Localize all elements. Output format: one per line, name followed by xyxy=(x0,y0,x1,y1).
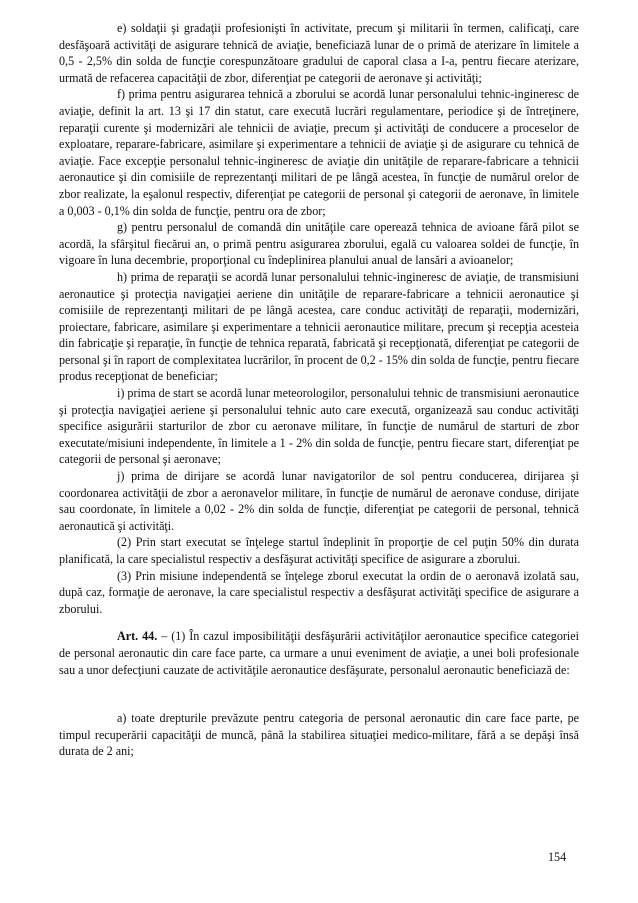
paragraph-g: g) pentru personalul de comandă din unităţile care operează tehnica de avioane fără pilot se acordă, la sfârşitul fiecărui an, o primă pentru asigurarea zborului, egală cu valoarea soldei de funcţie, în vigoare în luna decembrie, proporţional cu îndeplinirea planului anual de lansări a avioanelor; xyxy=(59,220,579,268)
paragraph-h: h) prima de reparaţii se acordă lunar personalului tehnic-ingineresc de aviaţie, de transmisiuni aeronautice şi protecţia navigaţiei aeriene din unităţile de reparare-fabricare a tehnicii aeronautice şi comisiile de reprezentanţi militari de pe lângă acestea, care conduc activităţi de reparaţii, modernizări, proiectare, fabricare, asimilare şi experimentare a tehnicii aeronautice militare, precum şi recepţia acesteia din fabricaţie şi reparaţie, în funcţie de tehnica reparată, fabricată şi recepţionată, diferenţiat pe categorii de personal şi în raport de complexitatea lucrărilor, în procent de 0,2 - 15% din solda de funcţie, pentru fiecare produs recepţionat de beneficiar; xyxy=(59,269,579,384)
article-44 xyxy=(59,628,579,678)
paragraph-2: (2) Prin start executat se înţelege startul îndeplinit în proporţie de cel puţin 50% din durata planificată, la care specialistul respectiv a desfăşurat activităţi specifice de asigurare a zborului. xyxy=(59,535,579,566)
paragraph-j: j) prima de dirijare se acordă lunar navigatorilor de sol pentru conducerea, dirijarea şi coordonarea activităţii de zbor a aeronavelor militare, în funcţie de numărul de aeronave conduse, dirijate sau coordonate, în limitele a 0,02 - 2% din solda de funcţie, diferenţiat pe categorii de personal, tehnică aeronautică şi activităţi. xyxy=(59,469,579,533)
paragraph-3: (3) Prin misiune independentă se înţelege zborul executat la ordin de o aeronavă izolată sau, după caz, formaţie de aeronave, la care specialistul respectiv a desfăşurat activităţi specifice de asigurare a zborului. xyxy=(59,568,579,616)
paragraph-f: f) prima pentru asigurarea tehnică a zborului se acordă lunar personalului tehnic-ingineresc de aviaţie, definit la art. 13 şi 17 din statut, care execută lucrări regulamentare, periodice şi de întreţinere, reparaţii curente şi modernizări ale tehnicii de aviaţie, precum şi activităţi de conducere a proceselor de exploatare, reparare-fabricare, asimilare şi experimentare a tehnicii de aviaţie şi de asigurare cu tehnică de aviaţie. Face excepţie personalul tehnic-ingineresc de aviaţie din unităţile de reparare-fabricare a tehnicii aeronautice şi din comisiile de reprezentanţi militari de pe lângă acestea, în funcţie de numărul orelor de zbor realizate, la eşalonul respectiv, diferenţiat pe categorii de personal şi categorii de aeronave, în limitele a 0,003 - 0,1% din solda de funcţie, pentru ora de zbor; xyxy=(59,87,579,218)
paragraph-i: i) prima de start se acordă lunar meteorologilor, personalului tehnic de transmisiuni aeronautice şi protecţia navigaţiei aeriene şi personalului tehnic auto care execută, organizează sau conduc activităţi specifice asigurării starturilor de zbor cu aeronave militare, în funcţie de numărul de starturi de zbor executate/misiuni independente, în limitele a 1 - 2% din solda de funcţie, pentru fiecare start, diferenţiat pe categorii de personal şi aeronave; xyxy=(59,386,579,467)
paragraph-e: e) soldaţii şi gradaţii profesionişti în activitate, precum şi militarii în termen, calificaţi, care desfăşoară activităţi de asigurare tehnică de aviaţie, beneficiază lunar de o primă de aterizare în limitele a 0,5 - 2,5% din solda de funcţie corespunzătoare gradului de caporal clasa a I-a, pentru fiecare aterizare, urmată de refacerea capacităţii de zbor, diferenţiat pe categorii de aeronave şi activităţi; xyxy=(59,21,579,85)
article-text: – (1) În cazul imposibilităţii desfăşurării activităţilor aeronautice specifice categoriei de personal aeronautic din care face parte, ca urmare a unui eveniment de aviaţie, a unei boli profesionale sau a unor defecţiuni cauzate de activităţile aeronautice desfăşurate, personalul aeronautic beneficiază de: xyxy=(59,629,579,677)
paragraph-a: a) toate drepturile prevăzute pentru categoria de personal aeronautic din care face parte, pe timpul recuperării capacităţii de muncă, până la stabilirea situaţiei medico-militare, fără a se depăşi însă durata de 2 ani; xyxy=(59,711,579,759)
page-number: 154 xyxy=(548,850,567,864)
document-page xyxy=(59,20,579,760)
article-label: Art. 44. xyxy=(117,629,158,644)
